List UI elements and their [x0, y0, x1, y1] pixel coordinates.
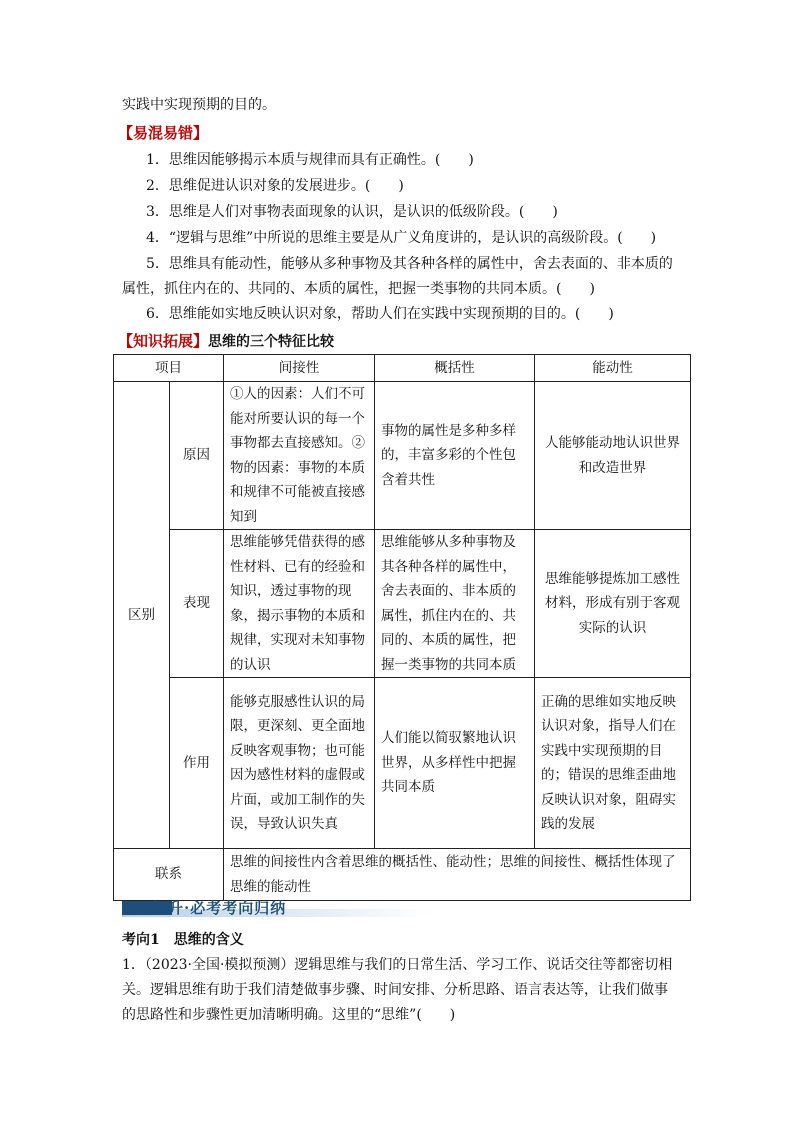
banner-text: 提升·必考考向归纳: [152, 899, 287, 917]
table-row: [114, 530, 691, 678]
confusion-item: 2．思维促进认识对象的发展进步。( ): [146, 178, 404, 194]
confusion-item-continued: 属性，抓住内在的、共同的、本质的属性，把握一类事物的共同本质。( ): [122, 281, 595, 297]
table-link-row: [114, 849, 691, 901]
cell-indirect: 能够克服感性认识的局限，更深刻、更全面地反映客观事物；也可能因为感性材料的虚假或片面，或加工制作的失误，导致认识失真: [224, 678, 375, 849]
header-general: 概括性: [375, 355, 535, 382]
cell-link: 思维的间接性内含着思维的概括性、能动性；思维的间接性、概括性体现了思维的能动性: [224, 849, 691, 901]
confusion-title: 【易混易错】: [118, 124, 209, 142]
section-title: 考向1 思维的含义: [122, 932, 244, 948]
cell-active: 人能够能动地认识世界和改造世界: [535, 382, 691, 530]
confusion-item: 3．思维是人们对事物表面现象的认识，是认识的低级阶段。( ): [146, 204, 558, 220]
cell-general: 事物的属性是多种多样的，丰富多彩的个性包含着共性: [375, 382, 535, 530]
cell-indirect: ①人的因素：人们不可能对所要认识的每一个事物都去直接感知。②物的因素：事物的本质和规律不可能被直接感知到: [224, 382, 375, 530]
comparison-table: [113, 354, 691, 901]
confusion-item: 4．“逻辑与思维”中所说的思维主要是从广义角度讲的，是认识的高级阶段。( ): [146, 230, 657, 246]
extension-heading: [118, 330, 334, 351]
cell-general: 思维能够从多种事物及其各种各样的属性中，舍去表面的、非本质的属性，抓住内在的、共同的、本质的属性，把握一类事物的共同本质: [375, 530, 535, 678]
confusion-item: 5．思维具有能动性，能够从多种事物及其各种各样的属性中，舍去表面的、非本质的: [146, 256, 673, 272]
intro-line: 实践中实现预期的目的。: [122, 97, 276, 113]
row-label-link: 联系: [114, 849, 224, 901]
row-label-cause: 原因: [170, 382, 224, 530]
row-label-manifestation: 表现: [170, 530, 224, 678]
cell-general: 人们能以简驭繁地认识世界，从多样性中把握共同本质: [375, 678, 535, 849]
extension-subtitle: 思维的三个特征比较: [208, 334, 335, 350]
table-row: [114, 678, 691, 849]
question-line: 关。逻辑思维有助于我们清楚做事步骤、时间安排、分析思路、语言表达等，让我们做事: [122, 982, 668, 998]
question-line: 的思路性和步骤性更加清晰明确。这里的“思维”( ): [122, 1007, 456, 1023]
header-active: 能动性: [535, 355, 691, 382]
confusion-item: 6．思维能如实地反映认识对象，帮助人们在实践中实现预期的目的。( ): [146, 306, 614, 322]
cell-active: 正确的思维如实地反映认识对象，指导人们在实践中实现预期的目的；错误的思维歪曲地反映认识对象，阻碍实践的发展: [535, 678, 691, 849]
table-row: [114, 382, 691, 530]
cell-active: 思维能够提炼加工感性材料，形成有别于客观实际的认识: [535, 530, 691, 678]
row-label-function: 作用: [170, 678, 224, 849]
extension-title: 【知识拓展】: [118, 332, 209, 350]
section-banner: [122, 897, 432, 919]
question-line: 1．（2023·全国·模拟预测）逻辑思维与我们的日常生活、学习工作、说话交往等都密切相: [122, 957, 673, 973]
table-header-row: [114, 355, 691, 382]
group-label-difference: 区别: [114, 382, 170, 849]
header-indirect: 间接性: [224, 355, 375, 382]
cell-indirect: 思维能够凭借获得的感性材料、已有的经验和知识，透过事物的现象，揭示事物的本质和规律，实现对未知事物的认识: [224, 530, 375, 678]
confusion-item: 1．思维因能够揭示本质与规律而具有正确性。( ): [146, 152, 474, 168]
header-item: 项目: [114, 355, 224, 382]
